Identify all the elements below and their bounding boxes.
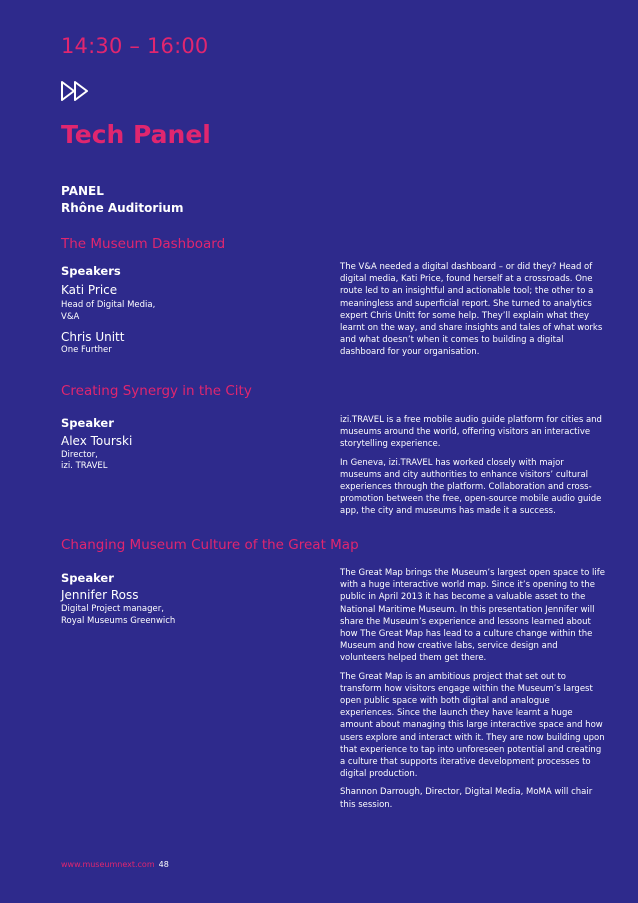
speaker-role: Director,	[61, 450, 98, 460]
session-title-creating-synergy: Creating Synergy in the City	[61, 383, 252, 399]
page-number: 48	[158, 860, 169, 869]
speaker-role: izi. TRAVEL	[61, 461, 108, 471]
session-description	[340, 414, 605, 524]
speaker-role: Digital Project manager,	[61, 604, 164, 614]
session-venue: Rhône Auditorium	[61, 201, 184, 215]
description-paragraph: The Great Map is an ambitious project that set out to transform how visitors engage within the Museum’s largest open public space with both digital and analogue experiences. Since the launch they have learnt a huge amount about managing this large interactive space and how users explore and interact with it. They are now building upon that experience to tap into unforeseen potential and creating a culture that supports iterative development processes to digital production.	[340, 671, 605, 780]
session-time: 14:30 – 16:00	[61, 34, 209, 58]
speakers-label: Speaker	[61, 571, 114, 585]
speaker-name: Kati Price	[61, 283, 118, 297]
page-title: Tech Panel	[61, 120, 211, 149]
fast-forward-icon	[61, 81, 91, 101]
speaker-role: Royal Museums Greenwich	[61, 616, 176, 626]
session-description	[340, 567, 605, 817]
speaker-role: V&A	[61, 312, 80, 322]
speakers-label: Speakers	[61, 264, 121, 278]
description-paragraph: izi.TRAVEL is a free mobile audio guide platform for cities and museums around the world, offering visitors an interactive storytelling experience.	[340, 415, 602, 450]
speaker-name: Jennifer Ross	[61, 588, 139, 602]
session-title-great-map: Changing Museum Culture of the Great Map	[61, 537, 359, 553]
description-paragraph: The Great Map brings the Museum’s largest open space to life with a huge interactive world map. Since it’s opening to the public in April 2013 it has become a valuable asset to the National Maritime Museum. In this presentation Jennifer will share the Museum’s experience and lessons learned about how The Great Map has lead to a culture change within the Museum and how creative labs, service design and volunteers helped them get there.	[340, 568, 605, 664]
description-paragraph: In Geneva, izi.TRAVEL has worked closely with major museums and city authorities to enhance visitors’ cultural experiences through the platform. Collaboration and cross-promotion between the free, open-source mobile audio guide app, the city and museums has made it a success.	[340, 457, 602, 517]
description-paragraph: The V&A needed a digital dashboard – or did they? Head of digital media, Kati Price, found herself at a crossroads. One route led to an insightful and actionable tool; the other to a meaningless and superficial report. She turned to analytics expert Chris Unitt for some help. They’ll explain what they learnt on the way, and share insights and tales of what works and what doesn’t when it comes to building a digital dashboard for your organisation.	[340, 262, 603, 358]
session-title-museum-dashboard: The Museum Dashboard	[61, 236, 226, 252]
speaker-name: Chris Unitt	[61, 330, 125, 344]
description-paragraph: Shannon Darrough, Director, Digital Media, MoMA will chair this session.	[340, 787, 593, 810]
speaker-role: Head of Digital Media,	[61, 300, 156, 310]
speaker-role: One Further	[61, 345, 112, 355]
speaker-name: Alex Tourski	[61, 434, 133, 448]
speakers-label: Speaker	[61, 416, 114, 430]
session-type: PANEL	[61, 184, 104, 198]
session-description	[340, 261, 605, 365]
page-footer	[61, 860, 169, 869]
footer-url[interactable]: www.museumnext.com	[61, 860, 155, 869]
